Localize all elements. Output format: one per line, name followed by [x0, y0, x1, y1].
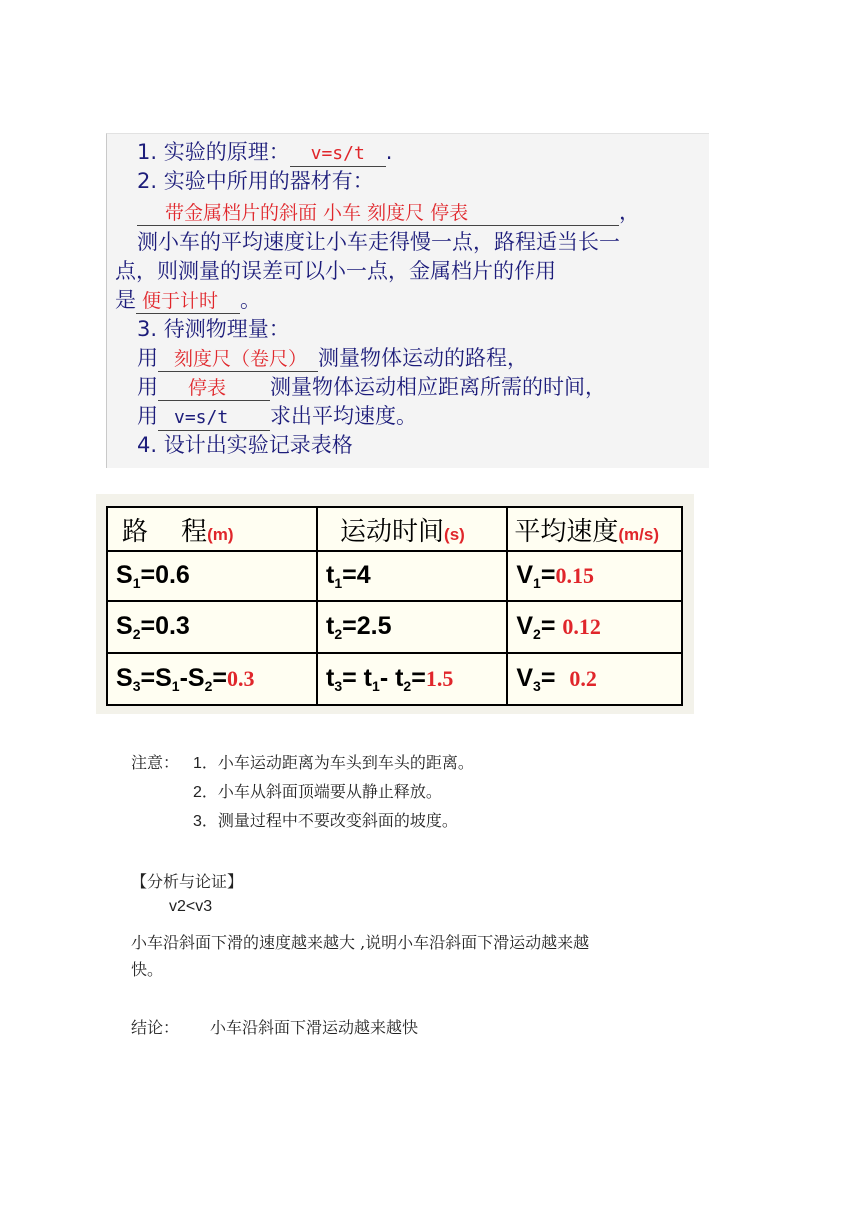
- s3-value: 0.3: [226, 666, 255, 691]
- baffle-answer: 便于计时: [142, 290, 219, 312]
- v2-value: 0.12: [562, 614, 601, 639]
- slide-line-design-table: 4. 设计出实验记录表格: [137, 433, 353, 457]
- cell-t2: $t_2=2.5$: [317, 601, 507, 653]
- record-table: [106, 506, 683, 706]
- note-text: 小车从斜面顶端要从静止释放。: [217, 782, 442, 801]
- baffle-blank: [136, 288, 240, 314]
- speed-answer: v=s/t: [174, 407, 229, 428]
- cell-v2: $V_2= 0.12$: [507, 601, 682, 653]
- time-end: 测量物体运动相应距离所需的时间，: [270, 375, 606, 399]
- principle-answer: v=s/t: [310, 143, 365, 164]
- slide-line-principle: [137, 138, 392, 167]
- notes-label: 注意：: [131, 753, 180, 772]
- baffle-prefix: 是: [115, 288, 136, 312]
- cell-s2: $S_2=0.3$: [107, 601, 317, 653]
- cell-v1: $V_1=0.15$: [507, 551, 682, 601]
- header-speed-label: 平均速度: [514, 516, 619, 547]
- header-distance: [107, 507, 317, 551]
- slide-line-equipment: [137, 198, 640, 226]
- slide-line-compute-speed: [137, 402, 417, 431]
- equipment-end: ，: [619, 200, 640, 224]
- conclusion-label: 结论：: [131, 1018, 180, 1037]
- distance-prefix: 用: [137, 346, 158, 370]
- table-row: [107, 551, 682, 601]
- speed-prefix: 用: [137, 404, 158, 428]
- table-row: [107, 653, 682, 705]
- principle-blank: [290, 140, 386, 167]
- experiment-slide-image: [106, 133, 709, 468]
- cell-s1: $S_1=0.6$: [107, 551, 317, 601]
- slide-line-tip-2: 点，则测量的误差可以小一点，金属档片的作用: [115, 259, 556, 283]
- principle-end: .: [385, 140, 393, 164]
- note-item: [193, 779, 442, 802]
- slide-line-equipment-label: 2. 实验中所用的器材有：: [137, 169, 374, 193]
- cell-s3: $S_3=S_1-S_2=0.3$: [107, 653, 317, 705]
- conclusion-text: 小车沿斜面下滑运动越来越快: [210, 1018, 419, 1037]
- cell-t3: $t_3= t_1-$ $t_2=1.5$: [317, 653, 507, 705]
- distance-end: 测量物体运动的路程，: [318, 346, 528, 370]
- distance-answer: 刻度尺（卷尺）: [174, 348, 308, 370]
- speed-end: 求出平均速度。: [270, 404, 417, 428]
- principle-label: 1. 实验的原理：: [137, 140, 290, 164]
- record-table-image: [96, 494, 694, 714]
- speed-blank: [158, 404, 270, 431]
- analysis-formula: v2<v3: [169, 898, 213, 915]
- header-distance-label: 路 程: [122, 516, 208, 547]
- cell-v3: $V_3= 0.2$: [507, 653, 682, 705]
- note-number: 2．: [193, 784, 218, 801]
- baffle-end: 。: [240, 288, 261, 312]
- slide-line-measure-time: [137, 373, 606, 401]
- analysis-paragraph-line1: 小车沿斜面下滑的速度越来越大 ,说明小车沿斜面下滑运动越来越: [131, 933, 590, 952]
- v3-value: 0.2: [569, 666, 597, 691]
- slide-line-baffle: [115, 286, 261, 314]
- time-blank: [158, 375, 270, 401]
- header-time: [317, 507, 507, 551]
- table-header-row: [107, 507, 682, 551]
- header-distance-unit: (m): [207, 524, 234, 544]
- note-text: 小车运动距离为车头到车头的距离。: [217, 753, 474, 772]
- time-answer: 停表: [188, 377, 227, 399]
- cell-t1: $t_1=4$: [317, 551, 507, 601]
- time-prefix: 用: [137, 375, 158, 399]
- v1-value: 0.15: [555, 563, 594, 588]
- header-time-unit: (s): [444, 524, 465, 544]
- distance-blank: [158, 346, 318, 372]
- header-time-label: 运动时间: [340, 516, 445, 547]
- note-number: 3．: [193, 813, 218, 830]
- equipment-blank: [137, 200, 619, 226]
- header-speed-unit: (m/s): [618, 524, 659, 544]
- note-item: [193, 750, 474, 773]
- slide-line-measure-distance: [137, 344, 528, 372]
- table-row: [107, 601, 682, 653]
- slide-line-quantities: 3. 待测物理量：: [137, 317, 290, 341]
- note-text: 测量过程中不要改变斜面的坡度。: [217, 811, 458, 830]
- equipment-answer: 带金属档片的斜面 小车 刻度尺 停表: [165, 202, 469, 224]
- note-item: [193, 808, 458, 831]
- header-speed: [507, 507, 682, 551]
- note-number: 1．: [193, 755, 218, 772]
- analysis-paragraph-line2: 快。: [131, 960, 164, 979]
- analysis-heading: 【分析与论证】: [131, 872, 244, 891]
- slide-line-tip-1: 测小车的平均速度让小车走得慢一点，路程适当长一: [137, 230, 620, 254]
- t3-value: 1.5: [425, 666, 454, 691]
